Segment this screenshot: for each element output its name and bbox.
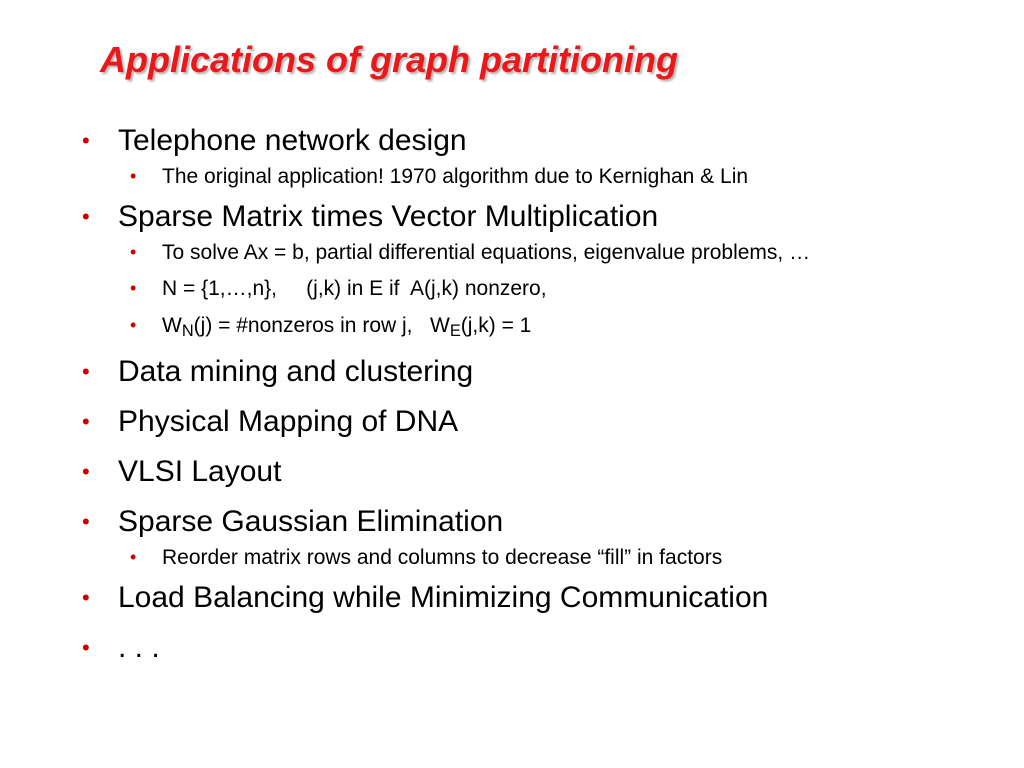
list-item (78, 355, 1008, 389)
e-weight-text: (j,k) = 1 (460, 314, 532, 337)
sub-list-item (78, 545, 1008, 570)
item-sparse-matrix-label: Sparse Matrix times Vector Multiplication (118, 200, 659, 233)
list-item (78, 405, 1008, 439)
w-prefix-e: W (430, 314, 450, 337)
item-load-balancing-label: Load Balancing while Minimizing Communication (118, 581, 769, 615)
item-telephone-sub-0: The original application! 1970 algorithm due to Kernighan & Lin (162, 165, 749, 188)
e-subscript: E (449, 322, 461, 341)
sub-list-item (78, 164, 1008, 189)
item-vlsi-label: VLSI Layout (118, 455, 282, 489)
item-data-mining-label: Data mining and clustering (118, 355, 474, 389)
item-sparse-matrix-sub-0: To solve Ax = b, partial differential equations, eigenvalue problems, … (162, 241, 811, 264)
bullet-list (78, 124, 1008, 665)
list-item (78, 631, 1008, 665)
list-item (78, 505, 1008, 539)
bullet-icon: • (82, 359, 90, 385)
bullet-icon: • (82, 204, 90, 229)
bullet-icon: • (130, 166, 137, 186)
list-item (78, 455, 1008, 489)
slide-title: Applications of graph partitioning (100, 39, 678, 80)
bullet-icon: • (82, 585, 90, 611)
bullet-icon: • (82, 409, 90, 435)
item-sparse-matrix-sub-1: N = {1,…,n}, (j,k) in E if A(j,k) nonzero, (162, 277, 547, 300)
sub-list-item (78, 313, 1008, 344)
item-ellipsis-label: . . . (118, 631, 160, 665)
n-subscript: N (181, 322, 194, 341)
item-gaussian-sub-0: Reorder matrix rows and columns to decrease “fill” in factors (162, 546, 723, 570)
bullet-icon: • (130, 315, 137, 335)
sub-list-item (78, 240, 1008, 265)
bullet-icon: • (130, 547, 137, 568)
bullet-icon: • (130, 278, 137, 298)
bullet-icon: • (130, 242, 137, 262)
bullet-icon: • (82, 635, 90, 661)
weight-formula (162, 314, 532, 341)
item-gaussian-label: Sparse Gaussian Elimination (118, 505, 504, 539)
bullet-icon: • (82, 459, 90, 485)
sub-list-item (78, 276, 1008, 301)
bullet-icon: • (82, 128, 90, 153)
bullet-icon: • (82, 509, 90, 535)
item-dna-label: Physical Mapping of DNA (118, 405, 459, 439)
list-item (78, 124, 1008, 158)
list-item (78, 581, 1008, 615)
w-prefix-n: W (162, 314, 182, 337)
n-weight-text: (j) = #nonzeros in row j, (193, 314, 430, 337)
item-telephone-label: Telephone network design (118, 124, 467, 157)
list-item (78, 200, 1008, 234)
